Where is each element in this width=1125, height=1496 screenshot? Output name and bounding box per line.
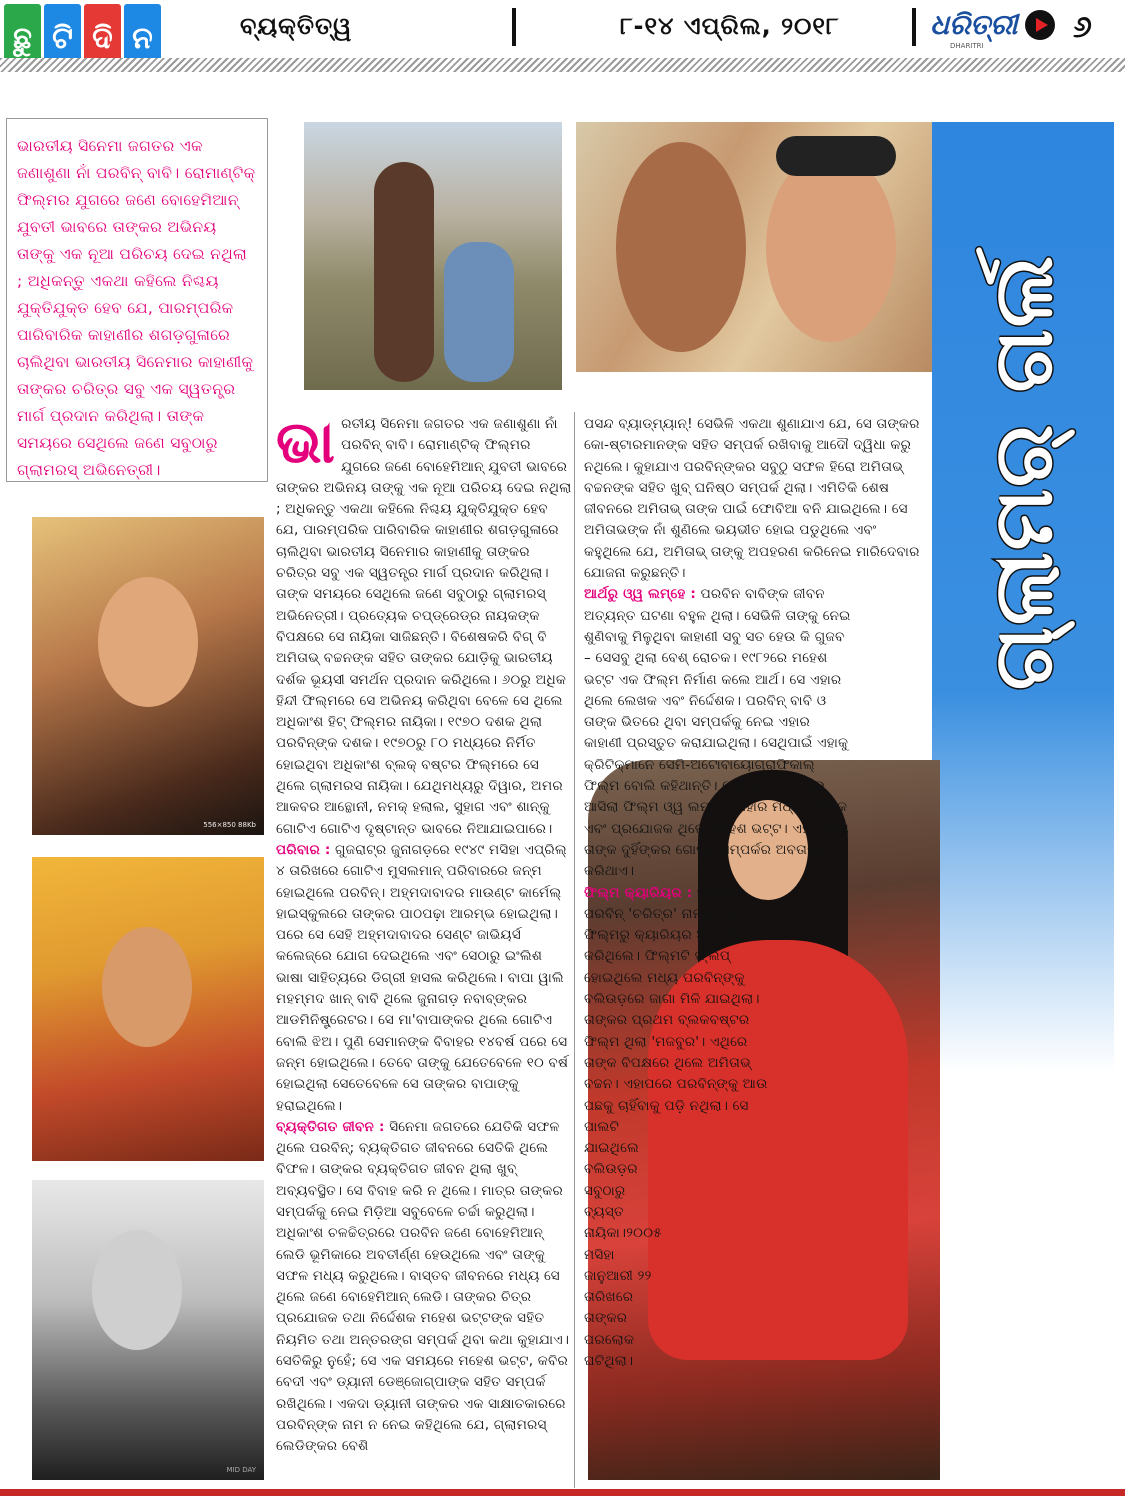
header-rule — [0, 58, 1125, 72]
image-caption: 556×850 88Kb — [203, 821, 256, 829]
subhead: ଫିଲ୍ମ କ୍ୟାରିୟର : — [584, 884, 693, 901]
photo-couple-outdoor — [304, 122, 562, 390]
figure-silhouette — [444, 242, 514, 382]
headline-text: ଗ୍ଲାମର୍ ଗର୍ଲ — [975, 253, 1071, 691]
paragraph-text: ଯାଇଥିଲେ ବଲିଉଡ଼ର ସବୁଠାରୁ ବ୍ୟସ୍ତ ନାୟିକା।୨୦୦୫ — [584, 1140, 662, 1242]
logo-tile: ଛୁ — [4, 4, 41, 72]
page-number: ୬ — [1073, 10, 1092, 45]
paragraph-text: ଗୁଜରାଟ୍‌ର ଜୁନାଗଡ଼ରେ ୧୯୪୯ ମସିହା ଏପ୍ରିଲ୍ ୪ ତାରିଖରେ ଗୋଟିଏ ମୁସଲମାନ୍ ପରିବାରରେ ଜନ୍ମ ହୋଇଥିଲେ ପରବିନ୍। ଅହ୍ମଦାବାଦର ମାଉଣ୍ଟ କାର୍ମେଲ୍ ହାଇସ୍କୁଲରେ ତାଙ୍କର ପାଠପଢ଼ା ଆରମ୍ଭ ହୋଇଥିଲା। ପରେ ସେ ସେହି ଅହ୍ମଦାବାଦର ସେଣ୍ଟ ଜାଭିୟର୍ସ କଲେଜ୍‌ରେ ଯୋଗ ଦେଇଥିଲେ ଏବଂ ସେଠାରୁ ଇଂଲିଶ ଭାଷା ସାହିତ୍ୟରେ ଡିଗ୍ରୀ ହାସଲ କରିଥିଲେ। ବାପା ୱାଲି ମହମ୍ମଦ ଖାନ୍ ବାବି ଥିଲେ ଜୁନାଗଡ଼ ନବାବ୍‌ଙ୍କର ଆଡମିନିଷ୍ଟ୍ରେଟର। ସେ ମା'ବାପାଙ୍କର ଥିଲେ ଗୋଟିଏ ବୋଲି ଝିଅ। ପୁଣି ସେମାନଙ୍କ ବିବାହର ୧୪ବର୍ଷ ପରେ ସେ ଜନ୍ମ ହୋଇଥିଲେ। ତେବେ ତାଙ୍କୁ ଯେତେବେଳେ ୧୦ ବର୍ଷ ହୋଇଥିଲା ସେତେବେଳେ ସେ ତାଙ୍କର ବାପାଙ୍କୁ ହରାଇଥିଲେ। — [276, 841, 569, 1114]
paragraph-text: ପସନ୍ଦ ବ୍ୟାଡ୍‌ମ୍ୟାନ୍! ସେଭିଳି ଏକଥା ଶୁଣାଯାଏ ଯେ, ସେ ତାଙ୍କର କୋ-ଷ୍ଟାରମାନଙ୍କ ସହିତ ସମ୍ପର୍କ ରଖିବାକୁ ଆଦୌ ଦ୍ୱିଧା କରୁ ନଥିଲେ। କୁହାଯାଏ ପରବିନ୍‌ଙ୍କର ସବୁଠୁ ସଫଳ ହିରୋ ଅମିତାଭ୍ ବଚ୍ଚନଙ୍କ ସହିତ ଖୁବ୍ ଘନିଷ୍ଠ ସମ୍ପର୍କ ଥିଲା। ଏମିତିକି ଶେଷ ଜୀବନରେ ଅମିତାଭ୍ ତାଙ୍କ ପାଇଁ ଫୋବିଆ ବନି ଯାଇଥିଲେ। ସେ ଅମିତାଭଙ୍କ ନାଁ ଶୁଣିଲେ ଭୟଭୀତ ହୋଇ ପଡୁଥିଲେ ଏବଂ କହୁଥିଲେ ଯେ, ଅମିତାଭ୍ ତାଙ୍କୁ ଅପହରଣ କରିନେଇ ମାରିଦେବାର ଯୋଜନା କରୁଛନ୍ତି। — [584, 416, 920, 582]
paragraph — [584, 883, 784, 1139]
face-shape — [92, 1230, 182, 1350]
paragraph — [584, 414, 924, 584]
paragraph — [276, 1117, 572, 1458]
divider — [512, 8, 516, 46]
figure-silhouette — [766, 152, 896, 342]
paragraph-text: ୧୯୭୨ରେ ପରବିନ୍ 'ଚରିତ୍ର' ନାମକ ଏକ ଫିଲ୍ମରୁ କ୍ୟାରିୟର ଆରମ୍ଭ କରିଥିଲେ। ଫିଲ୍ମଟି ଫ୍ଲପ୍ ହୋଇଥିଲେ ମଧ୍ୟ ପରବିନ୍‌ଙ୍କୁ ବଲିଉଡ଼ରେ ଜାଗା ମିଳି ଯାଇଥିଲା। ତାଙ୍କର ପ୍ରଥମ ବ୍ଲକବଷ୍ଟର ଫିଲ୍ମ ଥିଲା 'ମଜବୁର'। ଏଥିରେ ତାଙ୍କ ବିପକ୍ଷରେ ଥିଲେ ଅମିତାଭ୍ ବଚ୍ଚନ। ଏହାପରେ ପରବିନ୍‌ଙ୍କୁ ଆଉ ପଛକୁ ଚାହିଁବାକୁ ପଡ଼ି ନଥିଲା। ସେ ପାଲଟି — [584, 884, 768, 1135]
drop-cap: ଭା — [276, 408, 336, 476]
logo-tile: ନ — [124, 4, 161, 72]
face-shape — [102, 927, 192, 1047]
image-caption-2: MID DAY — [226, 1466, 256, 1474]
divider — [912, 8, 916, 46]
paragraph — [276, 840, 572, 1117]
figure-silhouette — [374, 162, 434, 382]
play-icon — [1025, 10, 1055, 40]
brand — [930, 8, 1055, 50]
photo-couple-closeup — [576, 122, 932, 372]
subhead: ବ୍ୟକ୍ତିଗତ ଜୀବନ : — [276, 1118, 385, 1135]
paragraph-text: ପରବିନ ବାବିଙ୍କ ଜୀବନ ଅତ୍ୟନ୍ତ ଘଟଣା ବହୁଳ ଥିଲା। ସେଭିଳି ତାଙ୍କୁ ନେଇ ଶୁଣିବାକୁ ମିଳୁଥିବା କାହାଣୀ ସବୁ ସତ ହେଉ କି ଗୁଜବ – ସେସବୁ ଥିଲା ବେଶ୍ ରୋଚକ। ୧୯୮୨ରେ ମହେଶ ଭଟ୍ଟ ଏକ ଫିଲ୍ମ ନିର୍ମାଣ କଲେ ଆର୍ଥ। ସେ ଏହାର ଥିଲେ ଲେଖକ ଏବଂ ନିର୍ଦ୍ଦେଶକ। ପରବିନ୍ ବାବି ଓ ତାଙ୍କ ଭିତରେ ଥିବା ସମ୍ପର୍କକୁ ନେଇ ଏହାର କାହାଣୀ ପ୍ରସ୍ତୁତ କରାଯାଇଥିଲା। ସେଥିପାଇଁ ଏହାକୁ କ୍ରିଟିକ୍‌ମାନେ ସେମି-ଅଟୋବାୟୋଗ୍ରାଫିକାଲ୍ ଫିଲ୍ମ ବୋଲି କହିଥାନ୍ତି। ସେହିଭଳି ୨୦୦୬ରେ ଆସିଲା ଫିଲ୍ମ ଓ୍ୱ ଲମ୍‌ହେ। ଏହାର ମଧ୍ୟ ଲେଖକ ଏବଂ ପ୍ରଯୋଜକ ଥିଲେ ମହେଶ ଭଟ୍ଟ। ଏହା ମଧ୍ୟ ତାଙ୍କ ଦୁହିଁଙ୍କର ଗୋପନ ସମ୍ପର୍କର ଅବତାରଣା କରିଥାଏ। — [584, 586, 851, 880]
paragraph-text: ସିନେମା ଜଗତରେ ଯେତିକି ସଫଳ ଥିଲେ ପରବିନ୍; ବ୍ୟକ୍ତିଗତ ଜୀବନରେ ସେତିକି ଥିଲେ ବିଫଳ। ତାଙ୍କର ବ୍ୟକ୍ତିଗତ ଜୀବନ ଥିଲା ଖୁବ୍ ଅବ୍ୟବସ୍ଥିତ। ସେ ବିବାହ କରି ନ ଥିଲେ। ମାତ୍ର ତାଙ୍କର ସମ୍ପର୍କକୁ ନେଇ ମିଡ଼ିଆ ସବୁବେଳେ ଚର୍ଚ୍ଚା କରୁଥିଲା। ଅଧିକାଂଶ ଚଳଚ୍ଚିତ୍ରରେ ପରବିନ ଜଣେ ବୋହେମିଆନ୍ ଲେଡି ଭୂମିକାରେ ଅବତୀର୍ଣ୍ଣ ହେଉଥିଲେ ଏବଂ ତାଙ୍କୁ ସଫଳ ମଧ୍ୟ କରୁଥିଲେ। ବାସ୍ତବ ଜୀବନରେ ମଧ୍ୟ ସେ ଥିଲେ ଜଣେ ବୋହେମିଆନ୍ ଲେଡି। ତାଙ୍କର ଚିତ୍ର ପ୍ରଯୋଜକ ତଥା ନିର୍ଦ୍ଦେଶକ ମହେଶ ଭଟ୍ଟଙ୍କ ସହିତ ନିୟମିତ ତଥା ଅନ୍ତରଙ୍ଗ ସମ୍ପର୍କ ଥିବା କଥା କୁହାଯାଏ। ସେତିକିରୁ ନୁହେଁ; ସେ ଏକ ସମୟରେ ମହେଶ ଭଟ୍ଟ, କବିର ବେଦୀ ଏବଂ ଡ୍ୟାନୀ ଡେଞ୍ଜୋଗ୍ପାଙ୍କ ସହିତ ସମ୍ପର୍କ ରଖିଥିଲେ। ଏକଦା ଡ୍ୟାନୀ ତାଙ୍କର ଏକ ସାକ୍ଷାତକାରରେ ପରବିନ୍‌ଙ୍କ ନାମ ନ ନେଇ କହିଥିଲେ ଯେ, ଗ୍ଲାମରସ୍ ଲେଡିଙ୍କର ବେଶି — [276, 1118, 570, 1455]
subhead: ପରିବାର : — [276, 841, 331, 858]
headline — [932, 122, 1114, 822]
paragraph — [276, 408, 572, 840]
paragraph — [584, 1138, 664, 1372]
brand-sub: DHARITRI — [950, 42, 984, 50]
article-column-1 — [276, 408, 572, 1458]
paragraph-text: ରତୀୟ ସିନେମା ଜଗତର ଏକ ଜଣାଶୁଣା ନାଁ ପରବିନ୍ ବାବି। ରୋମାଣ୍ଟିକ୍ ଫିଲ୍ମର ଯୁଗରେ ଜଣେ ବୋହେମିଆନ୍ ଯୁବତୀ ଭାବରେ ତାଙ୍କର ଅଭିନୟ ତାଙ୍କୁ ଏକ ନୂଆ ପରିଚୟ ଦେଇ ନଥିଲା ; ଅଧିକନ୍ତୁ ଏକଥା କହିଲେ ନିଶ୍ଚୟ ଯୁକ୍ତିଯୁକ୍ତ ହେବ ଯେ, ପାରମ୍ପରିକ ପାରିବାରିକ କାହାଣୀର ଶଗଡ଼ଗୁଳାରେ ଚାଲିଥିବା ଭାରତୀୟ ସିନେମାର କାହାଣୀକୁ ତାଙ୍କର ଚରିତ୍ର ସବୁ ଏକ ସ୍ୱତନ୍ତ୍ର ମାର୍ଗ ପ୍ରଦାନ କରିଥିଲା। ତାଙ୍କ ସମୟରେ ସେଥିଲେ ଜଣେ ସବୁଠାରୁ ଗ୍ଲାମରସ୍ ଅଭିନେତ୍ରୀ। ପ୍ରତ୍ୟେକ ଚପ୍‌ଡ୍ରେଡ୍‌ର ନାୟକଙ୍କ ବିପକ୍ଷରେ ସେ ନାୟିକା ସାଜିଛନ୍ତି। ବିଶେଷକରି ବିଗ୍ ବି ଅମିତାଭ୍ ବଚ୍ଚନଙ୍କ ସହିତ ତାଙ୍କର ଯୋଡ଼ିକୁ ଭାରତୀୟ ଦର୍ଶକ ଭୂୟସୀ ସମର୍ଥନ ପ୍ରଦାନ କରିଥିଲେ। ୬୦ରୁ ଅଧିକ ହିନ୍ଦୀ ଫିଲ୍ମରେ ସେ ଅଭିନୟ କରିଥିବା ବେଳେ ସେ ଥିଲେ ଅଧିକାଂଶ ହିଟ୍ ଫିଲ୍ମର ନାୟିକା। ୧୯୭୦ ଦଶକ ଥିଲା ପରବିନ୍‌ଙ୍କ ଦଶକ। ୧୯୭୦ରୁ ୮୦ ମଧ୍ୟରେ ନିର୍ମିତ ହୋଇଥିବା ଅଧିକାଂଶ ବ୍ଲକ୍ ବଷ୍ଟର ଫିଲ୍ମରେ ସେ ଥିଲେ ଗ୍ଲାମରସ ନାୟିକା। ଯେଥିମଧ୍ୟରୁ ଦିୱାର, ଅମର ଆକବର ଆନ୍ଥୋନୀ, ନମକ୍ ହଲାଲ, ସୁହାଗ ଏବଂ ଶାନ୍‌କୁ ଗୋଟିଏ ଗୋଟିଏ ଦୃଷ୍ଟାନ୍ତ ଭାବରେ ନିଆଯାଇପାରେ। — [276, 416, 572, 837]
issue-date: ୮-୧୪ ଏପ୍ରିଲ, ୨୦୧୮ — [620, 12, 840, 40]
subhead: ଆର୍ଥରୁ ଓ୍ୱ ଲମ୍‌ହେ : — [584, 586, 697, 603]
photo-portrait-1 — [32, 517, 264, 835]
paragraph-text: ମସିହା ଜାନୁଆରୀ ୨୨ ତାରିଖରେ ତାଙ୍କର ପରଲୋକ ଘଟିଥିଲା। — [584, 1246, 652, 1370]
photo-portrait-3 — [32, 1180, 264, 1480]
column-rule — [574, 412, 575, 1488]
paragraph — [584, 584, 852, 882]
footer-rule — [0, 1489, 1125, 1496]
photo-portrait-2 — [32, 857, 264, 1161]
face-shape — [98, 577, 198, 707]
logo-tile: ଦି — [84, 4, 121, 72]
brand-name: ଧରିତ୍ରୀ — [930, 8, 1018, 41]
intro-box: ଭାରତୀୟ ସିନେମା ଜଗତର ଏକ ଜଣାଶୁଣା ନାଁ ପରବିନ୍ ବାବି। ରୋମାଣ୍ଟିକ୍ ଫିଲ୍ମର ଯୁଗରେ ଜଣେ ବୋହେମିଆନ୍ ଯୁବତୀ ଭାବରେ ତାଙ୍କର ଅଭିନୟ ତାଙ୍କୁ ଏକ ନୂଆ ପରିଚୟ ଦେଇ ନଥିଲା ; ଅଧିକନ୍ତୁ ଏକଥା କହିଲେ ନିଶ୍ଚୟ ଯୁକ୍ତିଯୁକ୍ତ ହେବ ଯେ, ପାରମ୍ପରିକ ପାରିବାରିକ କାହାଣୀର ଶଗଡ଼ଗୁଳାରେ ଚାଲିଥିବା ଭାରତୀୟ ସିନେମାର କାହାଣୀକୁ ତାଙ୍କର ଚରିତ୍ର ସବୁ ଏକ ସ୍ୱତନ୍ତ୍ର ମାର୍ଗ ପ୍ରଦାନ କରିଥିଲା। ତାଙ୍କ ସମୟରେ ସେଥିଲେ ଜଣେ ସବୁଠାରୁ ଗ୍ଲାମରସ୍ ଅଭିନେତ୍ରୀ। — [6, 118, 268, 482]
section-title: ବ୍ୟକ୍ତିତ୍ୱ — [240, 12, 353, 40]
cap-shape — [776, 136, 896, 176]
logo-tile: ଟି — [44, 4, 81, 72]
figure-silhouette — [616, 142, 746, 352]
article-column-2 — [584, 414, 924, 1372]
